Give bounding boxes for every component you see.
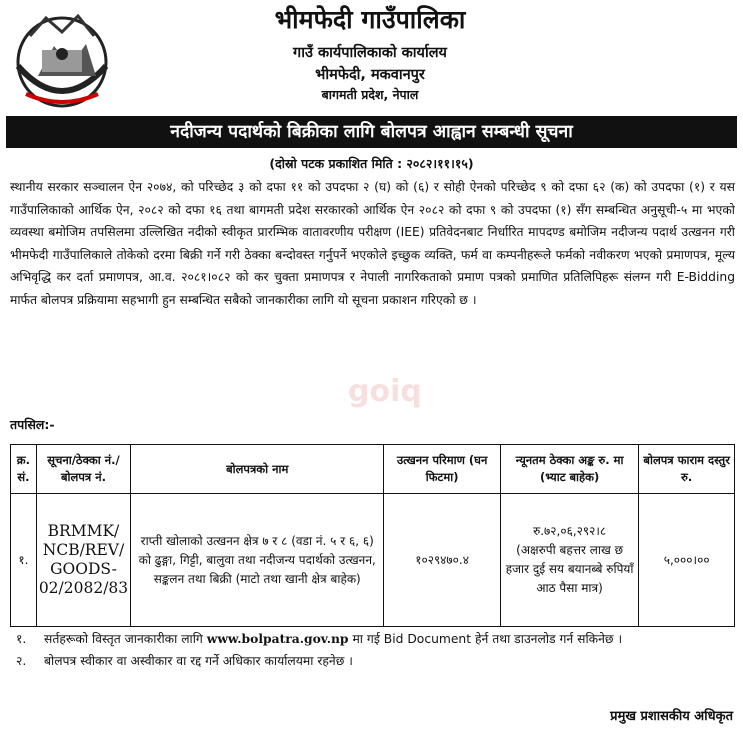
note-item bbox=[10, 628, 735, 650]
watermark: goiq bbox=[348, 374, 422, 409]
notice-title: नदीजन्य पदार्थको बिक्रीका लागि बोलपत्र आह्वान सम्बन्धी सूचना bbox=[6, 116, 737, 148]
note-text bbox=[44, 628, 622, 650]
note-text-post: मा गई Bid Document हेर्न तथा डाउनलोड गर्न सकिनेछ । bbox=[352, 632, 623, 646]
amount-figure: रु.७२,०६,२९२।८ bbox=[533, 524, 607, 538]
note-number: १. bbox=[16, 632, 27, 646]
cell-code: BRMMK/ NCB/REV/ GOODS- 02/2082/83 bbox=[36, 494, 130, 627]
municipality-name: भीमफेदी गाउँपालिका bbox=[274, 5, 466, 34]
cell-quantity: १०२९४७०.४ bbox=[384, 494, 501, 627]
col-header-name: बोलपत्रको नाम bbox=[131, 445, 384, 494]
nepal-emblem-logo bbox=[8, 6, 116, 112]
col-header-sn: क्र. सं. bbox=[11, 445, 37, 494]
note-item bbox=[10, 650, 735, 672]
col-header-fee: बोलपत्र फाराम दस्तुर रु. bbox=[639, 445, 735, 494]
cell-name: राप्ती खोलाको उत्खनन क्षेत्र ७ र ८ (वडा नं. ५ र ६, ६) को ढुङ्गा, गिट्टी, बालुवा तथा नदीजन्य पदार्थको उत्खनन, सङ्कलन तथा बिक्री (माटो तथा खानी क्षेत्र बाहेक) bbox=[131, 494, 384, 627]
note-text-pre: सर्तहरूको विस्तृत जानकारीका लागि bbox=[44, 632, 203, 646]
publication-date: (दोस्रो पटक प्रकाशित मिति : २०८२।११।१५) bbox=[269, 156, 474, 171]
cell-fee: ५,०००।०० bbox=[639, 494, 735, 627]
col-header-code: सूचना/ठेक्का नं./बोलपत्र नं. bbox=[36, 445, 130, 494]
cell-sn: १. bbox=[11, 494, 37, 627]
table-row bbox=[11, 494, 735, 627]
col-header-amount: न्यूनतम ठेक्का अङ्क रु. मा (भ्याट बाहेक) bbox=[500, 445, 638, 494]
col-header-quantity: उत्खनन परिमाण (घन फिटमा) bbox=[384, 445, 501, 494]
bid-table bbox=[10, 444, 735, 627]
cell-amount bbox=[500, 494, 638, 627]
note-number: २. bbox=[16, 654, 27, 668]
notice-body: स्थानीय सरकार सञ्चालन ऐन २०७४, को परिच्छेद ३ को दफा ११ को उपदफा २ (घ) को (६) र सोही ऐनको परिच्छेद ९ को दफा ६२ (क) को उपदफा (१) र यस गाउँपालिकाको आर्थिक ऐन, २०८२ को दफा १६ तथा बागमती प्रदेश सरकारको आर्थिक ऐन २०८२ को दफा ९ को उपदफा (१) सँग सम्बन्धित अनुसूची-५ मा भएको व्यवस्था बमोजिम तपसिलमा उल्लिखित नदीको स्वीकृत प्रारम्भिक वातावरणीय परीक्षण (IEE) प्रतिवेदनबाट निर्धारित मापदण्ड बमोजिम नदीजन्य पदार्थ उत्खनन गरी भीमफेदी गाउँपालिकाले तोकेको दरमा बिक्री गर्ने गरी ठेक्का बन्दोवस्त गर्नुपर्ने भएकोले इच्छुक व्यक्ति, फर्म वा कम्पनीहरूले फर्मको नवीकरण भएको प्रमाणपत्र, मूल्य अभिवृद्धि कर दर्ता प्रमाणपत्र, आ.व. २०८१।०८२ को कर चुक्ता प्रमाणपत्र र नेपाली नागरिकताको प्रमाण पत्रको प्रमाणित प्रतिलिपिहरू संलग्न गरी E-Bidding मार्फत बोलपत्र प्रक्रियामा सहभागी हुन सम्बन्धित सबैको जानकारीका लागि यो सूचना प्रकाशन गरिएको छ । bbox=[10, 180, 735, 307]
table-header-row bbox=[11, 445, 735, 494]
notes-list bbox=[10, 628, 735, 672]
note-text: बोलपत्र स्वीकार वा अस्वीकार वा रद्द गर्ने अधिकार कार्यालयमा रहनेछ । bbox=[44, 654, 353, 668]
signature-title: प्रमुख प्रशासकीय अधिकृत bbox=[610, 709, 733, 724]
schedule-label: तपसिल:- bbox=[10, 417, 55, 432]
office-address: भीमफेदी, मकवानपुर bbox=[315, 67, 425, 83]
province-line: बागमती प्रदेश, नेपाल bbox=[321, 87, 419, 102]
amount-words: (अक्षरुपी बहत्तर लाख छ हजार दुई सय बयानब्बे रुपियाँ आठ पैसा मात्र) bbox=[505, 543, 634, 595]
bolpatra-link[interactable]: www.bolpatra.gov.np bbox=[206, 631, 349, 646]
office-name: गाउँ कार्यपालिकाको कार्यालय bbox=[293, 45, 447, 61]
